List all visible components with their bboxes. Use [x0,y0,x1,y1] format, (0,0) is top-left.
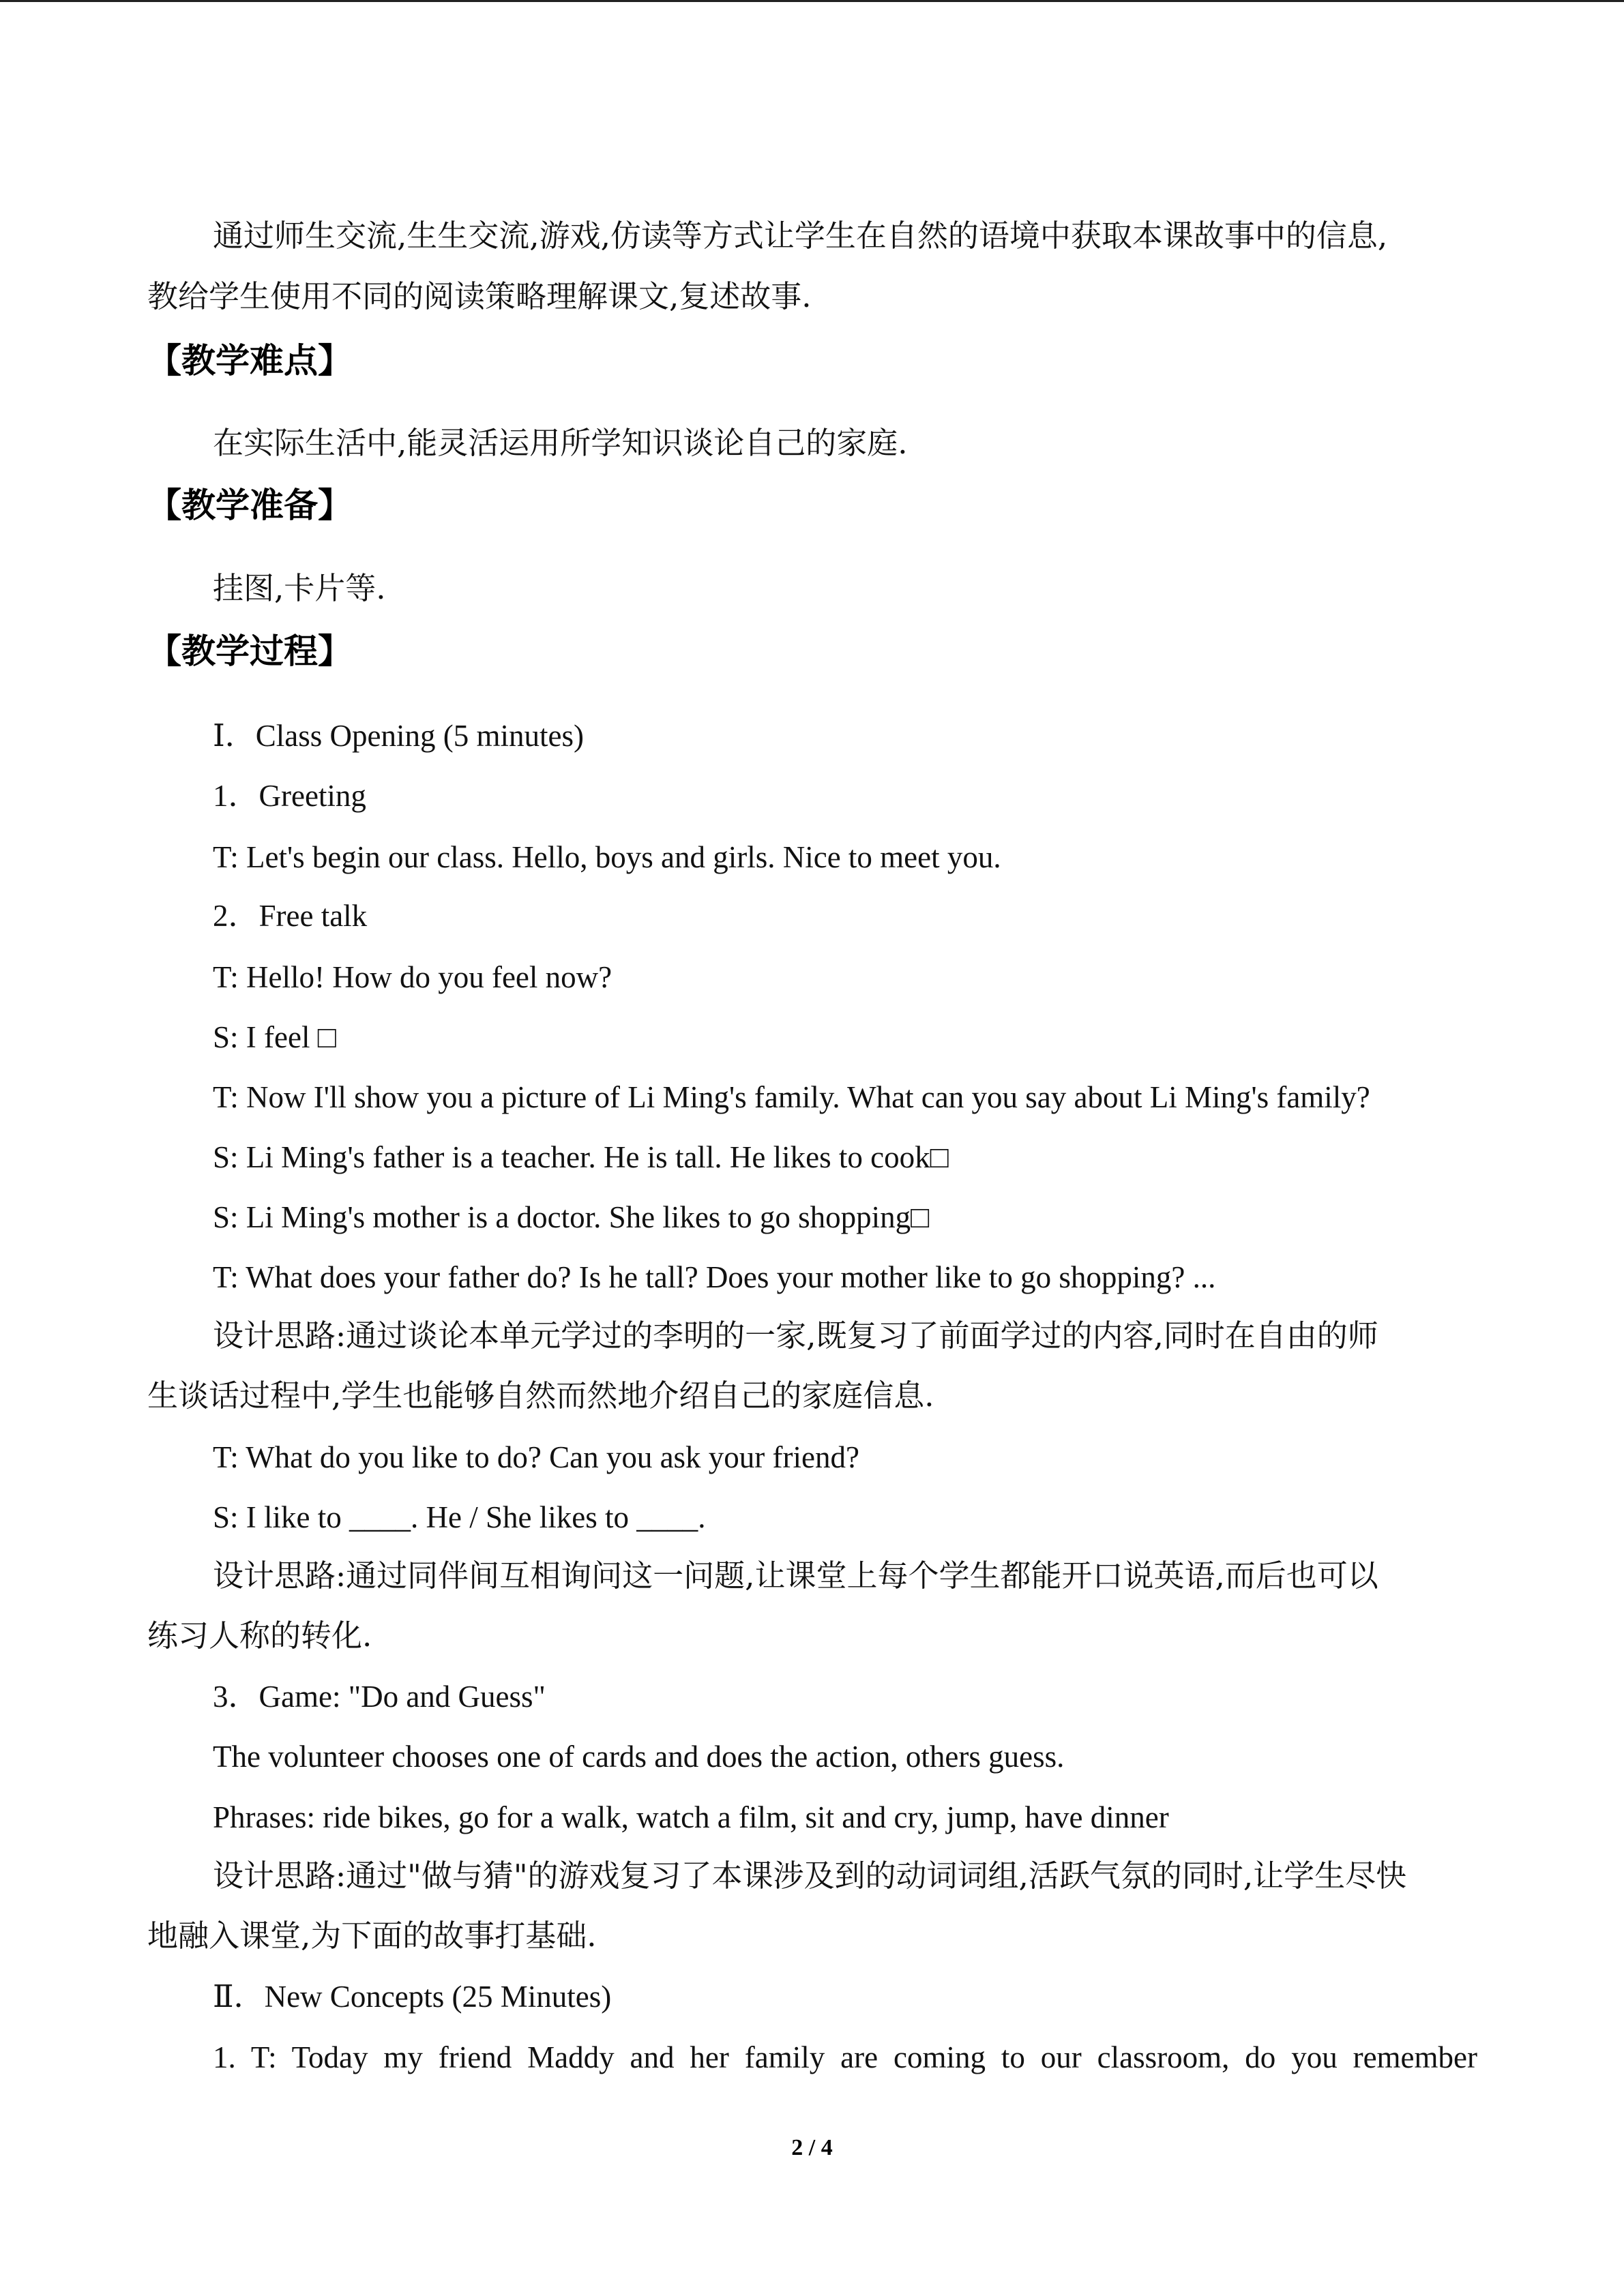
design-note-2-line-2: 练习人称的转化. [147,1617,372,1654]
difficulties-text: 在实际生活中,能灵活运用所学知识谈论自己的家庭. [213,425,908,461]
page-number: 2 / 4 [791,2135,833,2160]
section-1-title: Ⅰ．Class Opening (5 minutes) [213,719,584,753]
section-2-title: Ⅱ．New Concepts (25 Minutes) [213,1980,612,2014]
talk-student-line-3: S: Li Ming's mother is a doctor. She likes to go shopping□ [213,1200,930,1234]
paragraph-1-line-1: 通过师生交流,生生交流,游戏,仿读等方式让学生在自然的语境中获取本课故事中的信息, [213,218,1388,254]
game-description: The volunteer chooses one of cards and does the action, others guess. [213,1740,1065,1774]
step-2-title: 2．Free talk [213,899,368,933]
new-concepts-line-1: 1. T: Today my friend Maddy and her family are coming to our classroom, do you remember [213,2040,1477,2074]
preparation-text: 挂图,卡片等. [213,570,386,606]
talk-teacher-line-2: T: Now I'll show you a picture of Li Ming's family. What can you say about Li Ming's family? [213,1080,1370,1114]
talk-teacher-line-1: T: Hello! How do you feel now? [213,960,612,994]
design-note-1-line-2: 生谈话过程中,学生也能够自然而然地介绍自己的家庭信息. [147,1377,934,1414]
talk-teacher-line-3: T: What does your father do? Is he tall? Does your mother like to go shopping? ... [213,1260,1216,1294]
greeting-teacher-line: T: Let's begin our class. Hello, boys and girls. Nice to meet you. [213,840,1001,874]
game-phrases: Phrases: ride bikes, go for a walk, watch a film, sit and cry, jump, have dinner [213,1800,1169,1834]
talk-student-line-2: S: Li Ming's father is a teacher. He is tall. He likes to cook□ [213,1140,949,1174]
heading-teaching-difficulties: 【教学难点】 [147,341,352,381]
talk-student-line-4: S: I like to ____. He / She likes to ____. [213,1500,706,1534]
heading-teaching-process: 【教学过程】 [147,631,352,671]
heading-teaching-preparation: 【教学准备】 [147,486,352,525]
design-note-2-line-1: 设计思路:通过同伴间互相询问这一问题,让课堂上每个学生都能开口说英语,而后也可以 [213,1557,1378,1594]
talk-teacher-line-4: T: What do you like to do? Can you ask your friend? [213,1440,859,1474]
design-note-3-line-1: 设计思路:通过"做与猜"的游戏复习了本课涉及到的动词词组,活跃气氛的同时,让学生尽快 [213,1858,1407,1894]
design-note-1-line-1: 设计思路:通过谈论本单元学过的李明的一家,既复习了前面学过的内容,同时在自由的师 [213,1317,1378,1354]
design-note-3-line-2: 地融入课堂,为下面的故事打基础. [147,1918,597,1954]
paragraph-1-line-2: 教给学生使用不同的阅读策略理解课文,复述故事. [147,278,812,314]
step-3-title: 3．Game: "Do and Guess" [213,1680,546,1714]
step-1-title: 1．Greeting [213,779,366,813]
talk-student-line-1: S: I feel □ [213,1020,336,1054]
